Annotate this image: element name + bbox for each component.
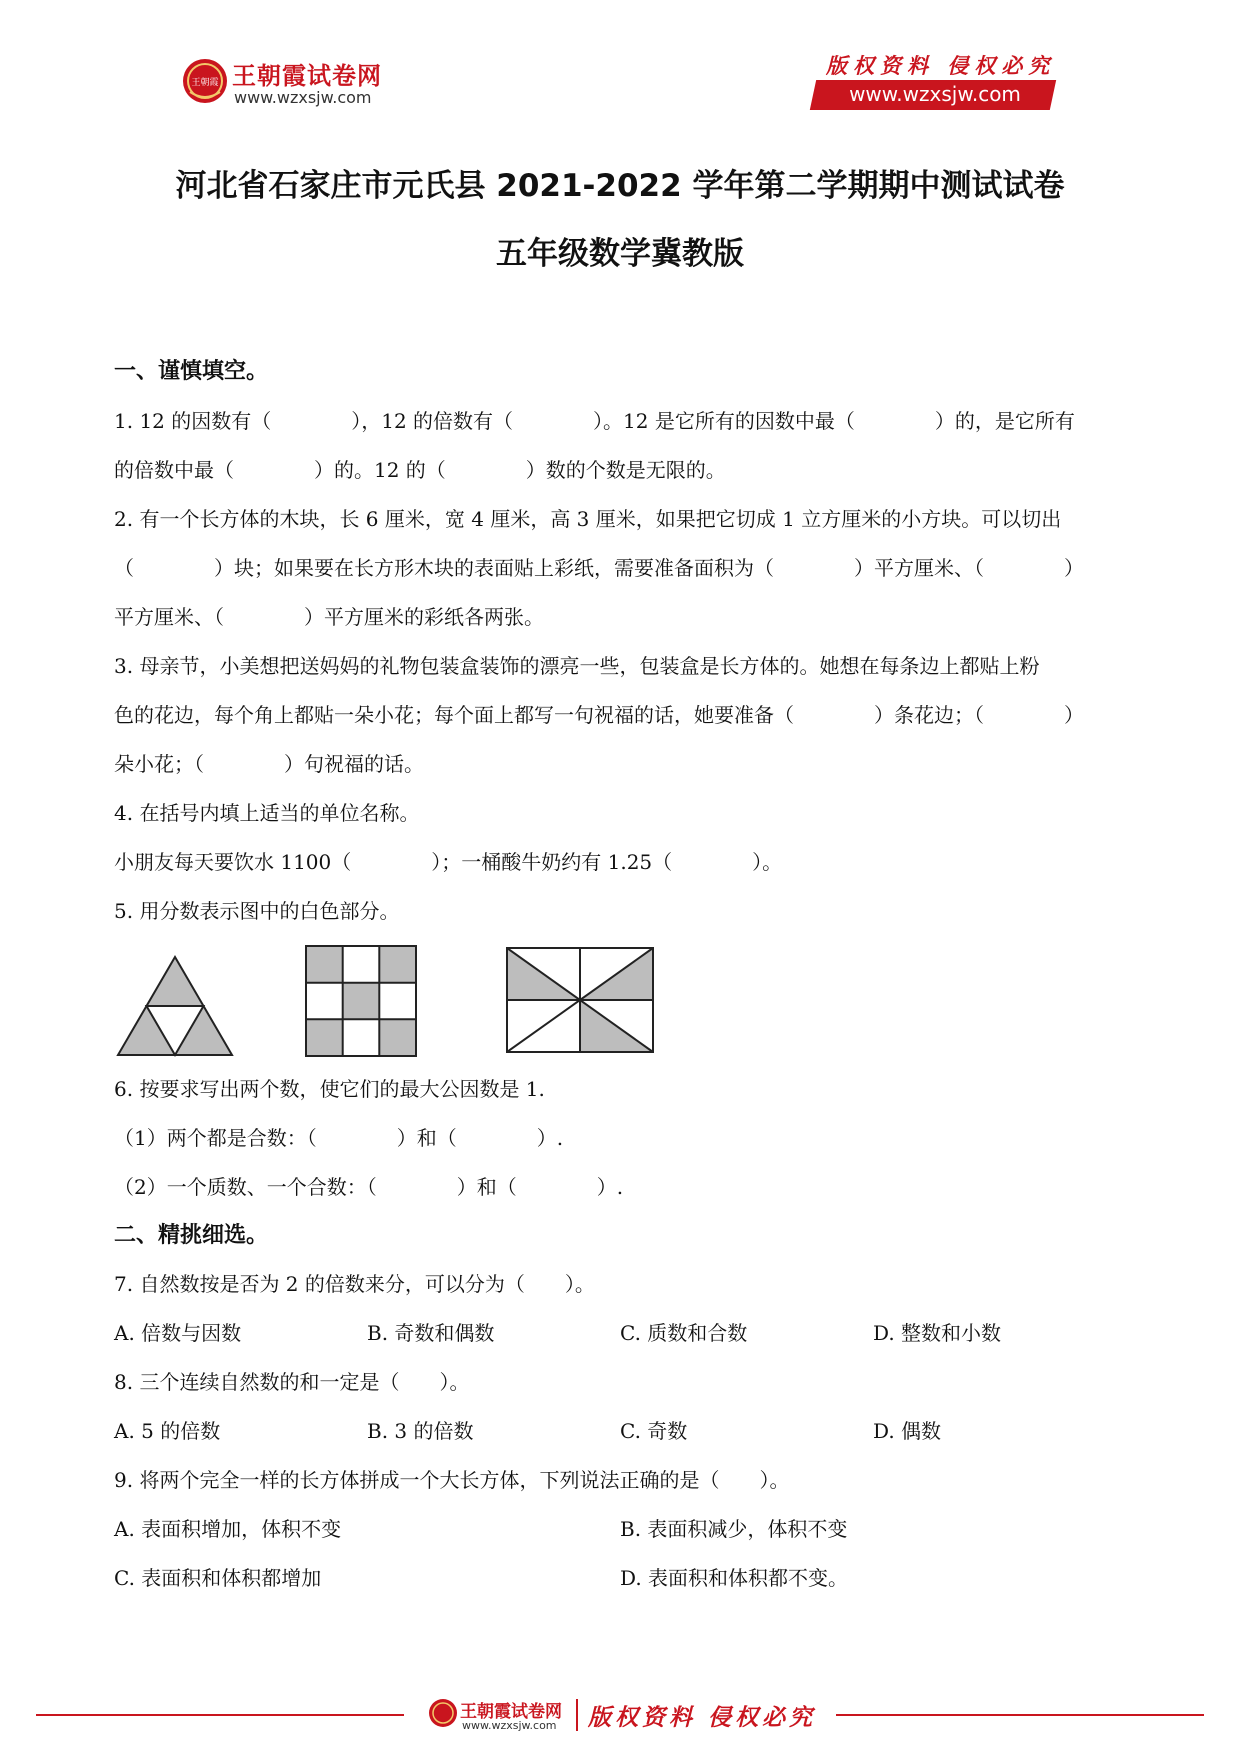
exam-subtitle: 五年级数学冀教版 [496,236,744,272]
q1-line-1: 1. 12 的因数有（ ），12 的倍数有（ ）。12 是它所有的因数中最（ ）的，是它所有 [114,409,1075,433]
exam-title: 河北省石家庄市元氏县 2021-2022 学年第二学期期中测试试卷 [175,168,1065,204]
q8-option-a[interactable]: A. 5 的倍数 [114,1419,221,1443]
url-banner-text[interactable]: www.wzxsjw.com [849,82,1021,106]
footer-brand-name: 王朝霞试卷网 [460,1702,562,1722]
q6-stem: 6. 按要求写出两个数，使它们的最大公因数是 1. [114,1077,545,1101]
footer-rule-right [836,1714,1204,1716]
q6-part-2: （2）一个质数、一个合数：（ ）和（ ）. [114,1175,624,1199]
brand-name: 王朝霞试卷网 [232,62,382,90]
q6-part-1: （1）两个都是合数：（ ）和（ ）. [114,1126,564,1150]
q9-option-b[interactable]: B. 表面积减少，体积不变 [620,1517,848,1541]
q8-option-b[interactable]: B. 3 的倍数 [367,1419,474,1443]
q9-option-a[interactable]: A. 表面积增加，体积不变 [114,1517,342,1541]
q4-line-1: 4. 在括号内填上适当的单位名称。 [114,801,420,825]
q4-line-2: 小朋友每天要饮水 1100（ ）；一桶酸牛奶约有 1.25（ ）。 [114,850,783,874]
q7-option-b[interactable]: B. 奇数和偶数 [367,1321,495,1345]
q8-stem: 8. 三个连续自然数的和一定是（ ）。 [114,1370,470,1394]
header-logo [182,54,402,112]
footer-brand-url[interactable]: www.wzxsjw.com [462,1719,557,1732]
q8-option-c[interactable]: C. 奇数 [620,1419,688,1443]
q9-option-d[interactable]: D. 表面积和体积都不变。 [620,1566,849,1590]
q9-stem: 9. 将两个完全一样的长方体拼成一个大长方体，下列说法正确的是（ ）。 [114,1468,790,1492]
q2-line-2: （ ）块；如果要在长方形木块的表面贴上彩纸，需要准备面积为（ ）平方厘米、（ ） [114,556,1084,580]
rectangle-figure [505,946,655,1054]
footer-seal-icon [428,1698,458,1728]
q7-option-c[interactable]: C. 质数和合数 [620,1321,748,1345]
q7-option-a[interactable]: A. 倍数与因数 [114,1321,242,1345]
footer-copyright: 版权资料 侵权必究 [588,1704,817,1731]
grid-figure [304,944,418,1058]
footer-divider [576,1699,578,1731]
q1-line-2: 的倍数中最（ ）的。12 的（ ）数的个数是无限的。 [114,458,726,482]
triangle-figure [116,955,234,1057]
brand-url[interactable]: www.wzxsjw.com [234,88,372,107]
q5-line-1: 5. 用分数表示图中的白色部分。 [114,899,400,923]
q7-stem: 7. 自然数按是否为 2 的倍数来分，可以分为（ ）。 [114,1272,595,1296]
q2-line-1: 2. 有一个长方体的木块，长 6 厘米，宽 4 厘米，高 3 厘米，如果把它切成 1 立方厘米的小方块。可以切出 [114,507,1062,531]
copyright-notice: 版权资料 侵权必究 [826,53,1056,78]
q8-option-d[interactable]: D. 偶数 [873,1419,942,1443]
q3-line-3: 朵小花；（ ）句祝福的话。 [114,752,424,776]
q7-option-d[interactable]: D. 整数和小数 [873,1321,1002,1345]
section-2-heading: 二、精挑细选。 [114,1223,269,1248]
q3-line-2: 色的花边，每个角上都贴一朵小花；每个面上都写一句祝福的话，她要准备（ ）条花边；（ ） [114,703,1084,727]
q2-line-3: 平方厘米、（ ）平方厘米的彩纸各两张。 [114,605,544,629]
q3-line-1: 3. 母亲节，小美想把送妈妈的礼物包装盒装饰的漂亮一些，包装盒是长方体的。她想在每条边上都贴上粉 [114,654,1040,678]
section-1-heading: 一、谨慎填空。 [114,359,269,384]
seal-logo-icon [182,58,228,104]
seal-text: 王朝霞 [191,78,219,88]
q9-option-c[interactable]: C. 表面积和体积都增加 [114,1566,322,1590]
footer-rule-left [36,1714,404,1716]
